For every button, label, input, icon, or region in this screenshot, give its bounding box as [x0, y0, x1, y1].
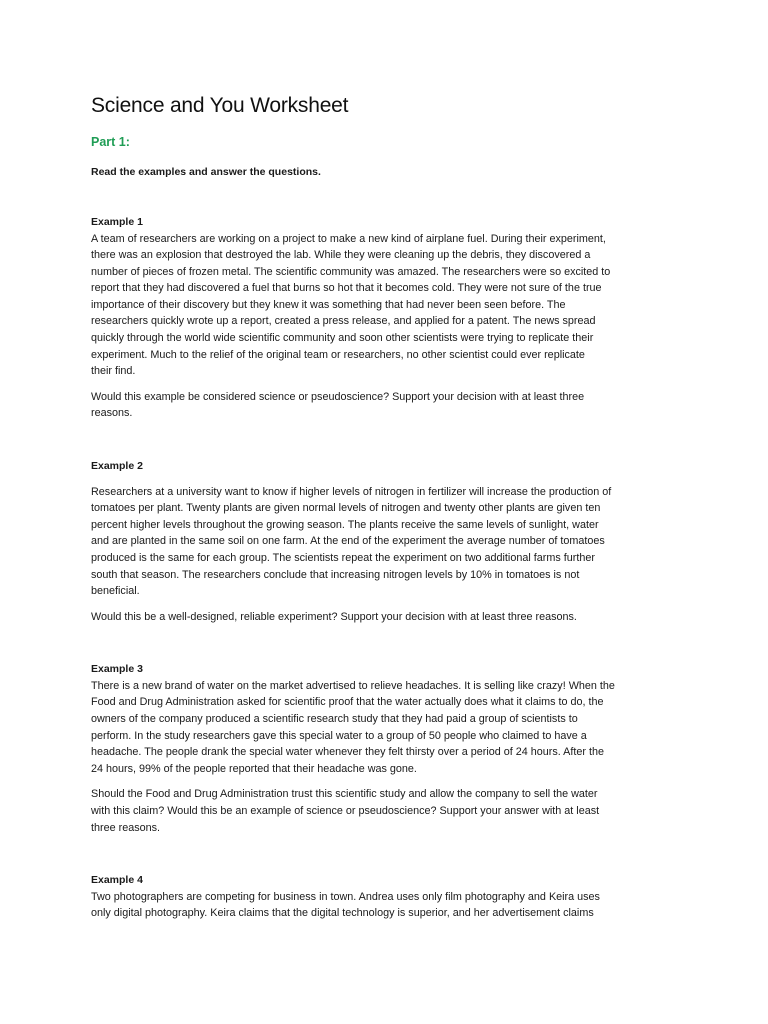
paragraph-line: Two photographers are competing for business in town. Andrea uses only film photography and Keira uses — [91, 890, 600, 903]
example-question — [91, 609, 683, 626]
question-line: three reasons. — [91, 821, 161, 834]
paragraph-line: produced is the same for each group. The scientists repeat the experiment on two additional farms further — [91, 551, 595, 564]
instruction-text: Read the examples and answer the questions. — [91, 166, 321, 178]
question-line: Would this be a well-designed, reliable experiment? Support your decision with at least three reasons. — [91, 610, 577, 623]
example-paragraph — [91, 484, 683, 600]
worksheet-page — [91, 94, 683, 922]
paragraph-line: importance of their discovery but they knew it was something that had never been seen before. The — [91, 298, 566, 311]
paragraph-line: 24 hours, 99% of the people reported that their headache was gone. — [91, 762, 417, 775]
example-heading: Example 3 — [91, 663, 143, 676]
paragraph-line: south that season. The researchers conclude that increasing nitrogen levels by 10% in tomatoes is not — [91, 568, 580, 581]
example-question — [91, 389, 683, 422]
question-line: reasons. — [91, 407, 133, 420]
example-1 — [91, 214, 683, 422]
example-heading: Example 1 — [91, 216, 143, 228]
paragraph-line: researchers quickly wrote up a report, created a press release, and applied for a patent. The news spread — [91, 315, 596, 328]
paragraph-line: There is a new brand of water on the market advertised to relieve headaches. It is selling like crazy! When the — [91, 679, 615, 692]
paragraph-line: number of pieces of frozen metal. The scientific community was amazed. The researchers were so excited to — [91, 265, 611, 278]
example-2 — [91, 458, 683, 625]
question-line: Should the Food and Drug Administration trust this scientific study and allow the company to sell the water — [91, 788, 598, 801]
example-3 — [91, 661, 683, 836]
paragraph-line: there was an explosion that destroyed the lab. While they were cleaning up the debris, they discovered a — [91, 249, 591, 262]
example-paragraph — [91, 231, 683, 380]
paragraph-line: Food and Drug Administration asked for scientific proof that the water actually does what it claims to do, the — [91, 696, 604, 709]
question-line: with this claim? Would this be an example of science or pseudoscience? Support your answer with at least — [91, 804, 600, 817]
part-label: Part 1: — [91, 135, 130, 149]
paragraph-line: percent higher levels throughout the growing season. The plants receive the same levels of sunlight, water — [91, 518, 599, 531]
paragraph-line: experiment. Much to the relief of the original team or researchers, no other scientist could ever replicate — [91, 348, 585, 361]
example-paragraph — [91, 889, 683, 922]
paragraph-line: only digital photography. Keira claims that the digital technology is superior, and her advertisement claims — [91, 907, 594, 920]
example-paragraph — [91, 678, 683, 778]
paragraph-line: perform. In the study researchers gave this special water to a group of 50 people who claimed to have a — [91, 729, 587, 742]
example-4 — [91, 872, 683, 922]
paragraph-line: A team of researchers are working on a project to make a new kind of airplane fuel. During their experiment, — [91, 232, 606, 245]
paragraph-line: their find. — [91, 365, 136, 378]
paragraph-line: Researchers at a university want to know if higher levels of nitrogen in fertilizer will increase the production of — [91, 485, 612, 498]
paragraph-line: beneficial. — [91, 585, 140, 598]
example-heading: Example 4 — [91, 874, 143, 887]
question-line: Would this example be considered science or pseudoscience? Support your decision with at least three — [91, 390, 585, 403]
paragraph-line: headache. The people drank the special water whenever they felt thirsty over a period of 24 hours. After the — [91, 746, 604, 759]
paragraph-line: owners of the company produced a scientific research study that they had paid a group of scientists to — [91, 712, 578, 725]
example-question — [91, 786, 683, 836]
page-title: Science and You Worksheet — [91, 94, 349, 117]
paragraph-line: report that they had discovered a fuel that burns so hot that it becomes cold. They were not sure of the true — [91, 282, 602, 295]
paragraph-line: tomatoes per plant. Twenty plants are given normal levels of nitrogen and twenty other plants are given ten — [91, 502, 601, 515]
paragraph-line: and are planted in the same soil on one farm. At the end of the experiment the average number of tomatoes — [91, 535, 605, 548]
example-heading: Example 2 — [91, 460, 143, 473]
paragraph-line: quickly through the world wide scientific community and soon other scientists were trying to replicate their — [91, 332, 594, 345]
